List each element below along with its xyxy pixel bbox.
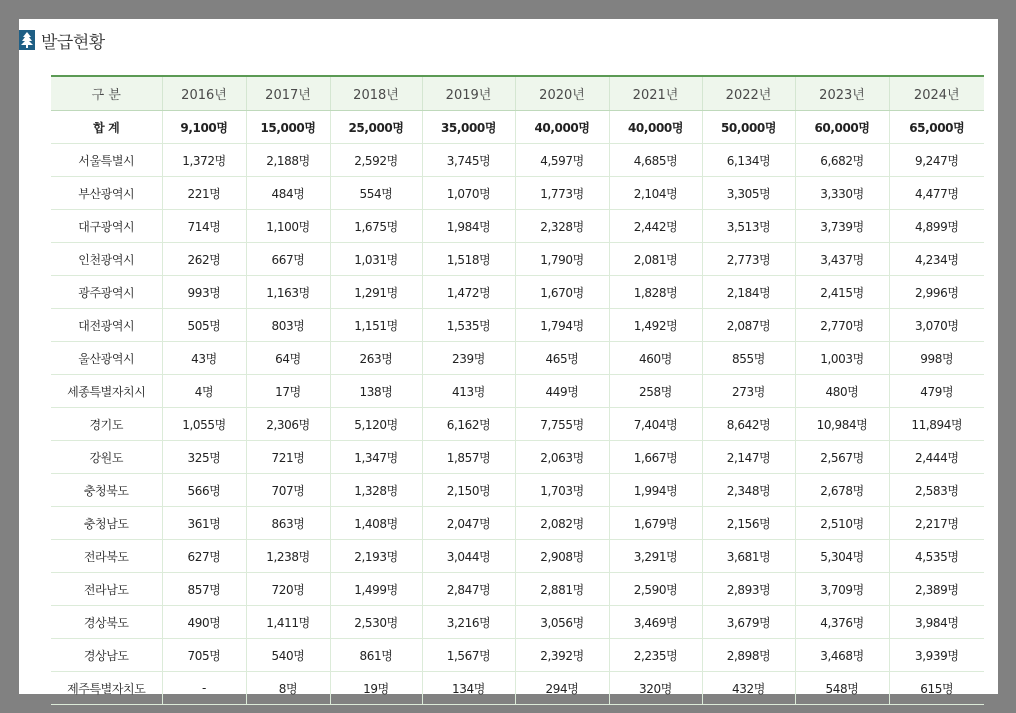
count-cell: 505명 <box>162 309 246 342</box>
count-cell: 1,347명 <box>330 441 422 474</box>
region-label: 울산광역시 <box>51 342 162 375</box>
count-cell: 2,087명 <box>702 309 795 342</box>
region-label: 경기도 <box>51 408 162 441</box>
count-cell: 6,682명 <box>795 144 889 177</box>
count-cell: 3,681명 <box>702 540 795 573</box>
count-cell: 1,984명 <box>422 210 515 243</box>
table-row <box>51 210 984 243</box>
count-cell: 1,003명 <box>795 342 889 375</box>
table-row <box>51 177 984 210</box>
count-cell: 6,134명 <box>702 144 795 177</box>
count-cell: 2,082명 <box>515 507 609 540</box>
region-label: 대구광역시 <box>51 210 162 243</box>
total-cell: 50,000명 <box>702 111 795 144</box>
count-cell: 1,031명 <box>330 243 422 276</box>
region-label: 전라북도 <box>51 540 162 573</box>
region-label: 경상북도 <box>51 606 162 639</box>
count-cell: 5,304명 <box>795 540 889 573</box>
count-cell: 2,567명 <box>795 441 889 474</box>
count-cell: 2,893명 <box>702 573 795 606</box>
count-cell: 17명 <box>246 375 330 408</box>
count-cell: 2,063명 <box>515 441 609 474</box>
count-cell: 3,216명 <box>422 606 515 639</box>
count-cell: 2,510명 <box>795 507 889 540</box>
table-row <box>51 441 984 474</box>
table-row <box>51 573 984 606</box>
count-cell: 1,670명 <box>515 276 609 309</box>
count-cell: 43명 <box>162 342 246 375</box>
count-cell: 138명 <box>330 375 422 408</box>
total-cell: 60,000명 <box>795 111 889 144</box>
count-cell: 1,070명 <box>422 177 515 210</box>
table-row <box>51 606 984 639</box>
count-cell: 1,794명 <box>515 309 609 342</box>
count-cell: 4,376명 <box>795 606 889 639</box>
count-cell: 1,291명 <box>330 276 422 309</box>
count-cell: 1,411명 <box>246 606 330 639</box>
count-cell: 3,679명 <box>702 606 795 639</box>
count-cell: 6,162명 <box>422 408 515 441</box>
count-cell: 3,739명 <box>795 210 889 243</box>
count-cell: 465명 <box>515 342 609 375</box>
count-cell: 3,469명 <box>609 606 702 639</box>
region-label: 서울특별시 <box>51 144 162 177</box>
count-cell: 3,044명 <box>422 540 515 573</box>
count-cell: 857명 <box>162 573 246 606</box>
count-cell: 2,996명 <box>889 276 984 309</box>
count-cell: 1,679명 <box>609 507 702 540</box>
count-cell: 262명 <box>162 243 246 276</box>
count-cell: 2,306명 <box>246 408 330 441</box>
table-header-row <box>51 76 984 111</box>
count-cell: 1,499명 <box>330 573 422 606</box>
count-cell: 2,047명 <box>422 507 515 540</box>
count-cell: 803명 <box>246 309 330 342</box>
count-cell: 548명 <box>795 672 889 705</box>
count-cell: 2,770명 <box>795 309 889 342</box>
count-cell: 3,745명 <box>422 144 515 177</box>
count-cell: 320명 <box>609 672 702 705</box>
table-row <box>51 639 984 672</box>
content-panel <box>19 19 998 694</box>
count-cell: 7,755명 <box>515 408 609 441</box>
count-cell: 3,330명 <box>795 177 889 210</box>
count-cell: 1,994명 <box>609 474 702 507</box>
count-cell: 2,530명 <box>330 606 422 639</box>
count-cell: 3,939명 <box>889 639 984 672</box>
count-cell: 1,055명 <box>162 408 246 441</box>
count-cell: 1,328명 <box>330 474 422 507</box>
count-cell: 4,597명 <box>515 144 609 177</box>
table-row <box>51 474 984 507</box>
region-label: 광주광역시 <box>51 276 162 309</box>
header-category: 구 분 <box>51 76 162 111</box>
section-title <box>19 27 105 53</box>
count-cell: 64명 <box>246 342 330 375</box>
table-row <box>51 375 984 408</box>
count-cell: 1,790명 <box>515 243 609 276</box>
count-cell: 993명 <box>162 276 246 309</box>
count-cell: 11,894명 <box>889 408 984 441</box>
count-cell: 2,444명 <box>889 441 984 474</box>
total-cell: 65,000명 <box>889 111 984 144</box>
region-label: 충청남도 <box>51 507 162 540</box>
count-cell: 2,392명 <box>515 639 609 672</box>
count-cell: 2,908명 <box>515 540 609 573</box>
count-cell: 1,667명 <box>609 441 702 474</box>
count-cell: 3,056명 <box>515 606 609 639</box>
header-year: 2019년 <box>422 76 515 111</box>
count-cell: 1,372명 <box>162 144 246 177</box>
header-year: 2023년 <box>795 76 889 111</box>
count-cell: 2,773명 <box>702 243 795 276</box>
count-cell: 2,898명 <box>702 639 795 672</box>
total-cell: 15,000명 <box>246 111 330 144</box>
count-cell: 554명 <box>330 177 422 210</box>
count-cell: 2,184명 <box>702 276 795 309</box>
count-cell: 1,518명 <box>422 243 515 276</box>
count-cell: 19명 <box>330 672 422 705</box>
count-cell: 2,678명 <box>795 474 889 507</box>
count-cell: 432명 <box>702 672 795 705</box>
count-cell: 615명 <box>889 672 984 705</box>
count-cell: 263명 <box>330 342 422 375</box>
count-cell: 2,590명 <box>609 573 702 606</box>
count-cell: 8,642명 <box>702 408 795 441</box>
count-cell: 998명 <box>889 342 984 375</box>
table-row <box>51 309 984 342</box>
count-cell: 1,100명 <box>246 210 330 243</box>
count-cell: 2,193명 <box>330 540 422 573</box>
total-cell: 35,000명 <box>422 111 515 144</box>
header-year: 2016년 <box>162 76 246 111</box>
count-cell: 3,305명 <box>702 177 795 210</box>
count-cell: 4,685명 <box>609 144 702 177</box>
issuance-table <box>51 75 984 705</box>
count-cell: 627명 <box>162 540 246 573</box>
count-cell: 9,247명 <box>889 144 984 177</box>
region-label: 강원도 <box>51 441 162 474</box>
region-label: 제주특별자치도 <box>51 672 162 705</box>
count-cell: 2,147명 <box>702 441 795 474</box>
count-cell: 2,881명 <box>515 573 609 606</box>
count-cell: 221명 <box>162 177 246 210</box>
count-cell: 484명 <box>246 177 330 210</box>
header-year: 2017년 <box>246 76 330 111</box>
total-cell: 9,100명 <box>162 111 246 144</box>
count-cell: 134명 <box>422 672 515 705</box>
count-cell: 2,150명 <box>422 474 515 507</box>
count-cell: 273명 <box>702 375 795 408</box>
count-cell: 3,709명 <box>795 573 889 606</box>
header-year: 2021년 <box>609 76 702 111</box>
section-title-text: 발급현황 <box>41 32 105 53</box>
total-cell: 25,000명 <box>330 111 422 144</box>
count-cell: 1,492명 <box>609 309 702 342</box>
count-cell: 8명 <box>246 672 330 705</box>
header-year: 2020년 <box>515 76 609 111</box>
count-cell: 3,291명 <box>609 540 702 573</box>
region-label: 대전광역시 <box>51 309 162 342</box>
count-cell: 855명 <box>702 342 795 375</box>
table-row <box>51 243 984 276</box>
count-cell: 1,675명 <box>330 210 422 243</box>
region-label: 부산광역시 <box>51 177 162 210</box>
count-cell: 1,238명 <box>246 540 330 573</box>
count-cell: 4,899명 <box>889 210 984 243</box>
count-cell: 239명 <box>422 342 515 375</box>
table-row <box>51 408 984 441</box>
count-cell: 3,437명 <box>795 243 889 276</box>
table-row <box>51 342 984 375</box>
tree-icon <box>19 30 35 50</box>
region-label: 충청북도 <box>51 474 162 507</box>
count-cell: 2,156명 <box>702 507 795 540</box>
count-cell: 2,081명 <box>609 243 702 276</box>
count-cell: 1,857명 <box>422 441 515 474</box>
count-cell: 705명 <box>162 639 246 672</box>
table-row <box>51 540 984 573</box>
count-cell: 480명 <box>795 375 889 408</box>
count-cell: 460명 <box>609 342 702 375</box>
count-cell: 413명 <box>422 375 515 408</box>
count-cell: 2,847명 <box>422 573 515 606</box>
count-cell: 720명 <box>246 573 330 606</box>
table-body <box>51 111 984 705</box>
count-cell: 490명 <box>162 606 246 639</box>
header-year: 2022년 <box>702 76 795 111</box>
region-label: 경상남도 <box>51 639 162 672</box>
count-cell: 1,472명 <box>422 276 515 309</box>
count-cell: 2,217명 <box>889 507 984 540</box>
count-cell: 721명 <box>246 441 330 474</box>
total-row <box>51 111 984 144</box>
count-cell: 2,389명 <box>889 573 984 606</box>
total-label: 합 계 <box>51 111 162 144</box>
count-cell: 3,984명 <box>889 606 984 639</box>
count-cell: 5,120명 <box>330 408 422 441</box>
table-row <box>51 672 984 705</box>
count-cell: 540명 <box>246 639 330 672</box>
count-cell: 4,535명 <box>889 540 984 573</box>
region-label: 세종특별자치시 <box>51 375 162 408</box>
count-cell: 2,348명 <box>702 474 795 507</box>
count-cell: 3,070명 <box>889 309 984 342</box>
count-cell: 1,151명 <box>330 309 422 342</box>
count-cell: 1,408명 <box>330 507 422 540</box>
count-cell: 3,468명 <box>795 639 889 672</box>
count-cell: 861명 <box>330 639 422 672</box>
count-cell: 2,415명 <box>795 276 889 309</box>
table-row <box>51 507 984 540</box>
count-cell: 4,234명 <box>889 243 984 276</box>
total-cell: 40,000명 <box>609 111 702 144</box>
header-year: 2018년 <box>330 76 422 111</box>
count-cell: 1,773명 <box>515 177 609 210</box>
count-cell: 1,535명 <box>422 309 515 342</box>
count-cell: 325명 <box>162 441 246 474</box>
total-cell: 40,000명 <box>515 111 609 144</box>
count-cell: 2,583명 <box>889 474 984 507</box>
count-cell: 1,567명 <box>422 639 515 672</box>
header-year: 2024년 <box>889 76 984 111</box>
count-cell: 10,984명 <box>795 408 889 441</box>
table-row <box>51 144 984 177</box>
count-cell: 707명 <box>246 474 330 507</box>
count-cell: 2,188명 <box>246 144 330 177</box>
count-cell: 4명 <box>162 375 246 408</box>
region-label: 전라남도 <box>51 573 162 606</box>
count-cell: 2,442명 <box>609 210 702 243</box>
count-cell: 714명 <box>162 210 246 243</box>
count-cell: 566명 <box>162 474 246 507</box>
count-cell: - <box>162 672 246 705</box>
count-cell: 4,477명 <box>889 177 984 210</box>
table-row <box>51 276 984 309</box>
count-cell: 449명 <box>515 375 609 408</box>
count-cell: 361명 <box>162 507 246 540</box>
count-cell: 1,163명 <box>246 276 330 309</box>
count-cell: 479명 <box>889 375 984 408</box>
count-cell: 294명 <box>515 672 609 705</box>
count-cell: 2,235명 <box>609 639 702 672</box>
count-cell: 863명 <box>246 507 330 540</box>
count-cell: 7,404명 <box>609 408 702 441</box>
count-cell: 258명 <box>609 375 702 408</box>
count-cell: 2,104명 <box>609 177 702 210</box>
count-cell: 2,328명 <box>515 210 609 243</box>
count-cell: 3,513명 <box>702 210 795 243</box>
count-cell: 2,592명 <box>330 144 422 177</box>
count-cell: 1,828명 <box>609 276 702 309</box>
count-cell: 1,703명 <box>515 474 609 507</box>
count-cell: 667명 <box>246 243 330 276</box>
region-label: 인천광역시 <box>51 243 162 276</box>
